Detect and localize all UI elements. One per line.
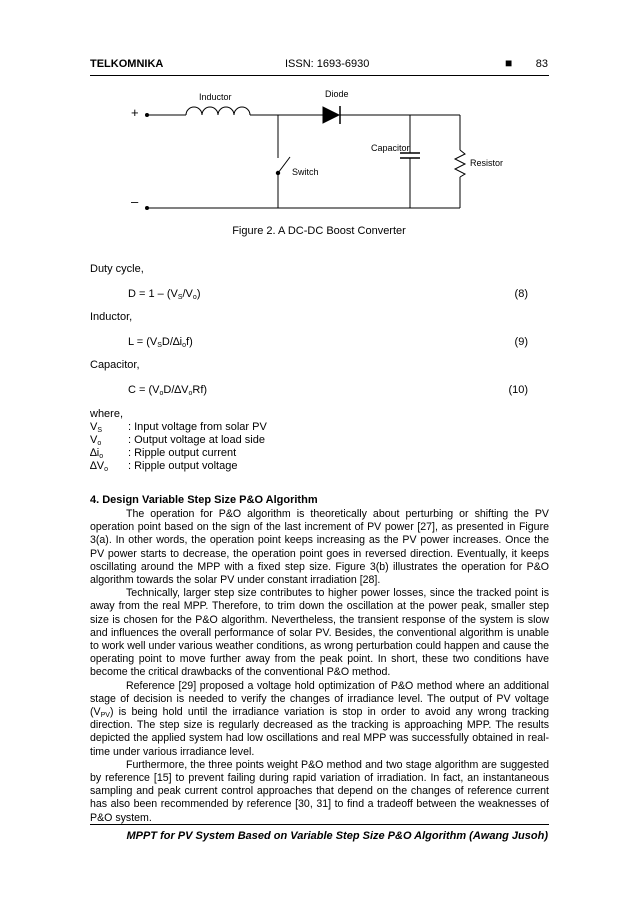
issn: ISSN: 1693-6930 xyxy=(285,58,370,70)
duty-cycle-label: Duty cycle, xyxy=(90,263,144,275)
body-text xyxy=(90,508,549,825)
paragraph-4: Furthermore, the three points weight P&O method and two stage algorithm are suggested by reference [15] to prevent failing during rapid variation of irradiation. In fact, an instantaneous sampling and peak current control approaches that depend on the changes of reference current has also been recommended by reference [30, 31] to find a tradeoff between the weaknesses of P&O system. xyxy=(90,758,549,824)
definition-delta-vo: : Ripple output voltage xyxy=(128,460,238,472)
paragraph-1: The operation for P&O algorithm is theoretically about perturbing or shifting the PV operation point based on the sign of the last increment of PV power [27], as presented in Figure 3(a). In other words, the operation point keeps increasing as the PV power increases. Once the PV power starts to decrease, the operation point goes in reversed direction. Eventually, it keeps oscillating around the MPP with a fixed step size. Figure 3(b) illustrates the operation for P&O algorithm towards the solar PV under constant irradiation [28]. xyxy=(90,508,549,587)
equation-duty-cycle: $D = 1 - (V_S/V_o)$ xyxy=(128,288,201,301)
diode-symbol xyxy=(323,107,339,123)
where-label: where, xyxy=(90,408,124,420)
header-rule xyxy=(90,75,549,76)
equation-inductor: $L = (V_SD/\Delta i_of)$ xyxy=(128,336,193,349)
symbol-vo: $V_o$ xyxy=(90,434,102,447)
page-number: 83 xyxy=(535,58,548,70)
inductor-label: Inductor xyxy=(199,92,232,102)
symbol-delta-vo: $\Delta V_o$ xyxy=(90,460,108,473)
resistor-zigzag xyxy=(455,150,465,177)
journal-name: TELKOMNIKA xyxy=(90,58,164,70)
figure-caption: Figure 2. A DC-DC Boost Converter xyxy=(232,225,406,237)
switch-blade xyxy=(278,157,290,173)
definition-vo: : Output voltage at load side xyxy=(128,434,265,446)
paragraph-2: Technically, larger step size contributes to higher power losses, since the tracked point is away from the real MPP. Therefore, to trim down the oscillation at the power peak, smaller step size is chosen for the P&O algorithm. Nevertheless, the transient response of the system is slow and influences the overall performance of solar PV. Besides, the conventional algorithm is unable to work well under various weather conditions, as wrong perturbation could happen and cause the operating point to move further away from the peak point. In short, these two conditions have become the critical drawbacks of the conventional P&O method. xyxy=(90,587,549,679)
definition-delta-io: : Ripple output current xyxy=(128,447,237,459)
paragraph-3: Reference [29] proposed a voltage hold optimization of P&O method where an additional stage of decision is needed to verify the changes of irradiance level. The output of PV voltage $(V_{PV})$ is being hold until the irradiance variation is stop in order to avoid any wrong tracking direction. The step size is regularly decreased as the tracking is approaching MPP. The results depicted the applied system had low oscillations and real MPP was successfully obtained in real-time under various irradiance level. xyxy=(90,679,549,758)
capacitor-label: Capacitor xyxy=(371,143,410,153)
footer-rule xyxy=(90,824,549,825)
diode-label: Diode xyxy=(325,89,349,99)
section-heading: 4. Design Variable Step Size P&O Algorithm xyxy=(90,494,318,506)
equation-number-8: (8) xyxy=(514,288,528,300)
inductor-eq-label: Inductor, xyxy=(90,311,133,323)
capacitor-eq-label: Capacitor, xyxy=(90,359,140,371)
equation-capacitor: $C = (V_oD/\Delta V_oRf)$ xyxy=(128,384,208,397)
minus-terminal-label: – xyxy=(131,194,139,209)
running-footer: MPPT for PV System Based on Variable Step Size P&O Algorithm (Awang Jusoh) xyxy=(126,830,548,842)
equation-number-9: (9) xyxy=(514,336,528,348)
symbol-delta-io: $\Delta i_o$ xyxy=(90,447,104,460)
boost-converter-circuit xyxy=(0,80,638,220)
square-bullet: ■ xyxy=(505,56,513,70)
plus-terminal-label: + xyxy=(131,105,139,120)
resistor-label: Resistor xyxy=(470,158,504,168)
symbol-vs: $V_S$ xyxy=(90,421,103,434)
definition-vs: : Input voltage from solar PV xyxy=(128,421,267,433)
switch-label: Switch xyxy=(292,167,319,177)
equation-number-10: (10) xyxy=(508,384,528,396)
inductor-coil xyxy=(186,107,250,115)
